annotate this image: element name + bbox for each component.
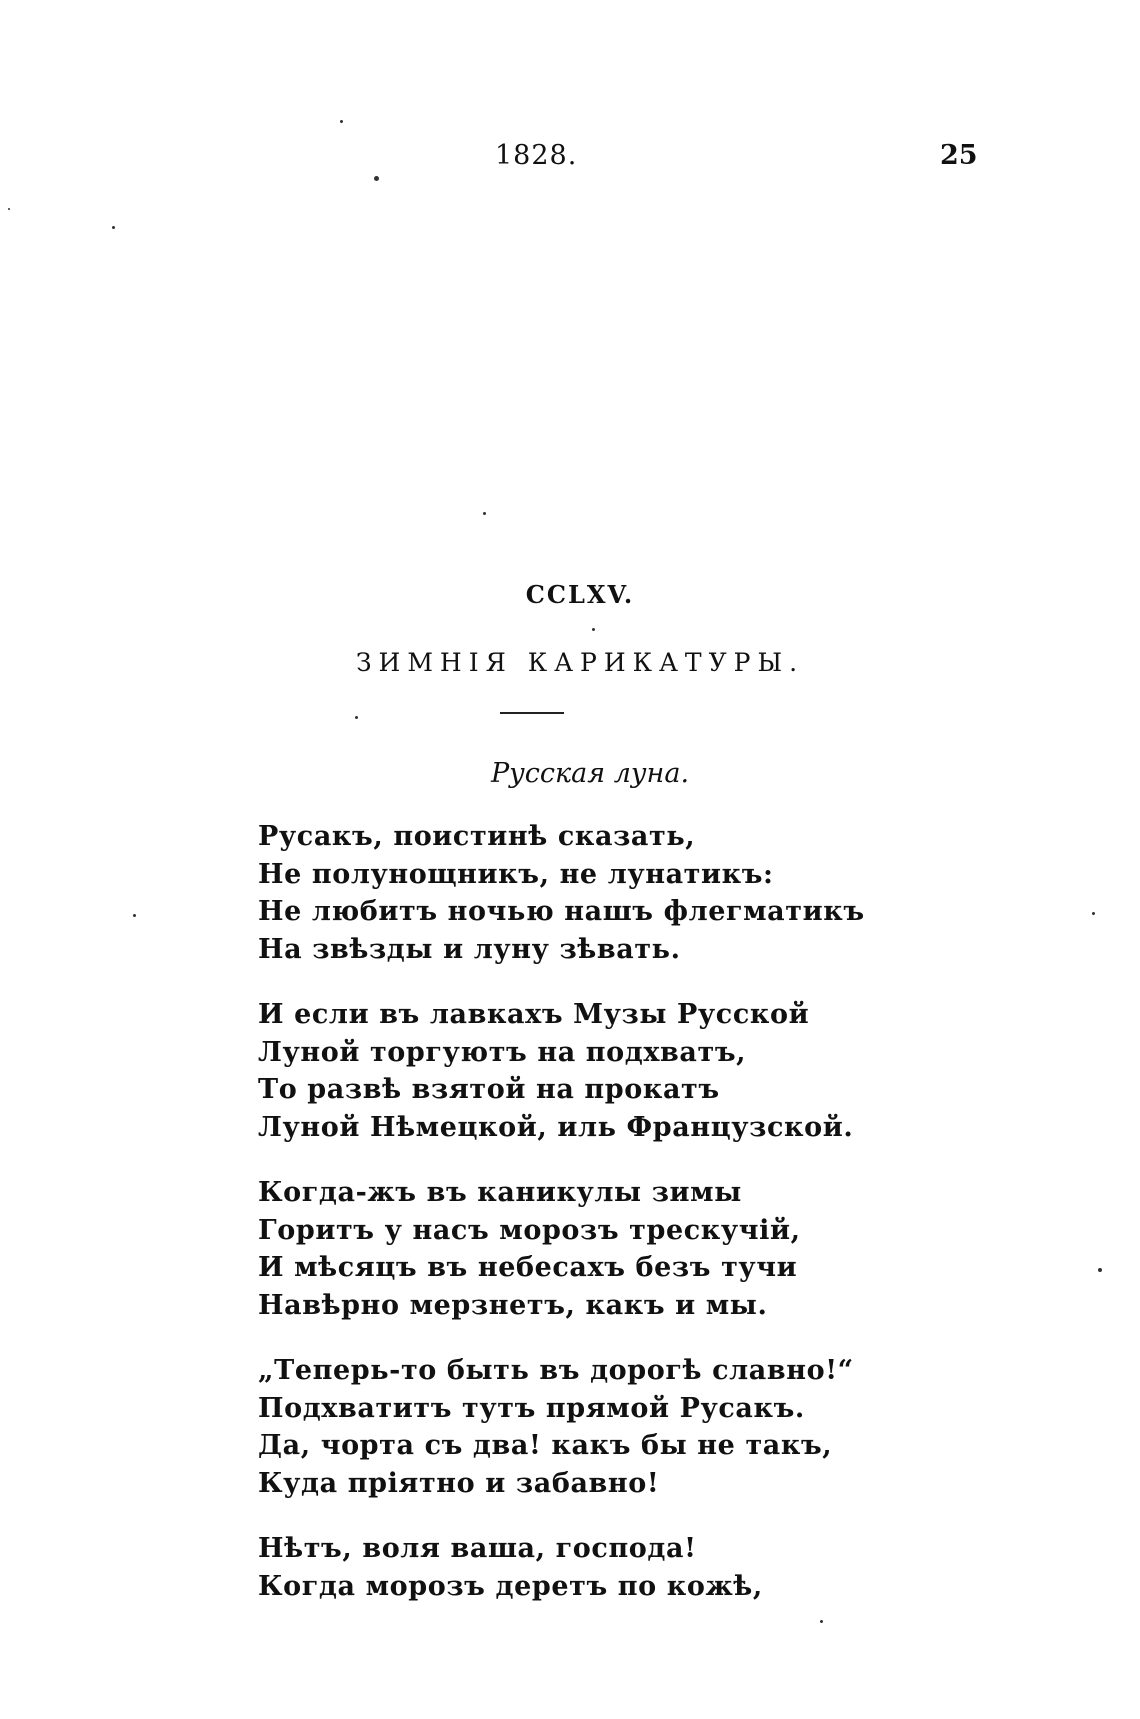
poem-line: Горитъ у насъ морозъ трескучій,: [258, 1214, 801, 1246]
running-head: [0, 140, 1140, 180]
page-number: 25: [940, 140, 978, 171]
stanza: [258, 818, 865, 968]
poem-line: Нѣтъ, воля ваша, господа!: [258, 1533, 697, 1564]
poem-line: Не любитъ ночью нашъ флегматикъ: [258, 896, 865, 927]
poem-number: CCLXV.: [525, 580, 635, 609]
poem-title: ЗИМНІЯ КАРИКАТУРЫ.: [355, 648, 805, 677]
stanza: [258, 1174, 858, 1324]
poem-line: Да, чорта съ два! какъ бы не такъ,: [258, 1430, 833, 1461]
year-heading: 1828.: [495, 140, 578, 171]
poem-line: Навѣрно мерзнетъ, какъ и мы.: [258, 1289, 768, 1321]
stanza: [258, 1530, 858, 1605]
poem-line: Луной торгуютъ на подхватъ,: [258, 1036, 747, 1068]
poem-line: Куда пріятно и забавно!: [258, 1467, 660, 1499]
poem-line: И если въ лавкахъ Музы Русской: [258, 999, 810, 1030]
poem-line: Не полунощникъ, не лунатикъ:: [258, 858, 774, 890]
poem-line: Когда-жъ въ каникулы зимы: [258, 1177, 742, 1208]
poem-line: Луной Нѣмецкой, иль Французской.: [258, 1111, 854, 1143]
title-rule: [500, 712, 564, 714]
stanza: [258, 996, 858, 1146]
poem-line: Когда морозъ деретъ по кожѣ,: [258, 1570, 763, 1602]
poem-line: „Теперь-то быть въ дорогѣ славно!“: [258, 1355, 854, 1386]
poem-body: [258, 818, 865, 1633]
poem-line: И мѣсяцъ въ небесахъ безъ тучи: [258, 1252, 798, 1283]
poem-line: На звѣзды и луну зѣвать.: [258, 933, 681, 965]
poem-subtitle: Русская луна.: [490, 758, 690, 789]
poem-line: Подхватитъ тутъ прямой Русакъ.: [258, 1392, 805, 1424]
poem-line: То развѣ взятой на прокатъ: [258, 1074, 720, 1105]
poem-line: Русакъ, поистинѣ сказать,: [258, 821, 696, 852]
stanza: [258, 1352, 858, 1502]
